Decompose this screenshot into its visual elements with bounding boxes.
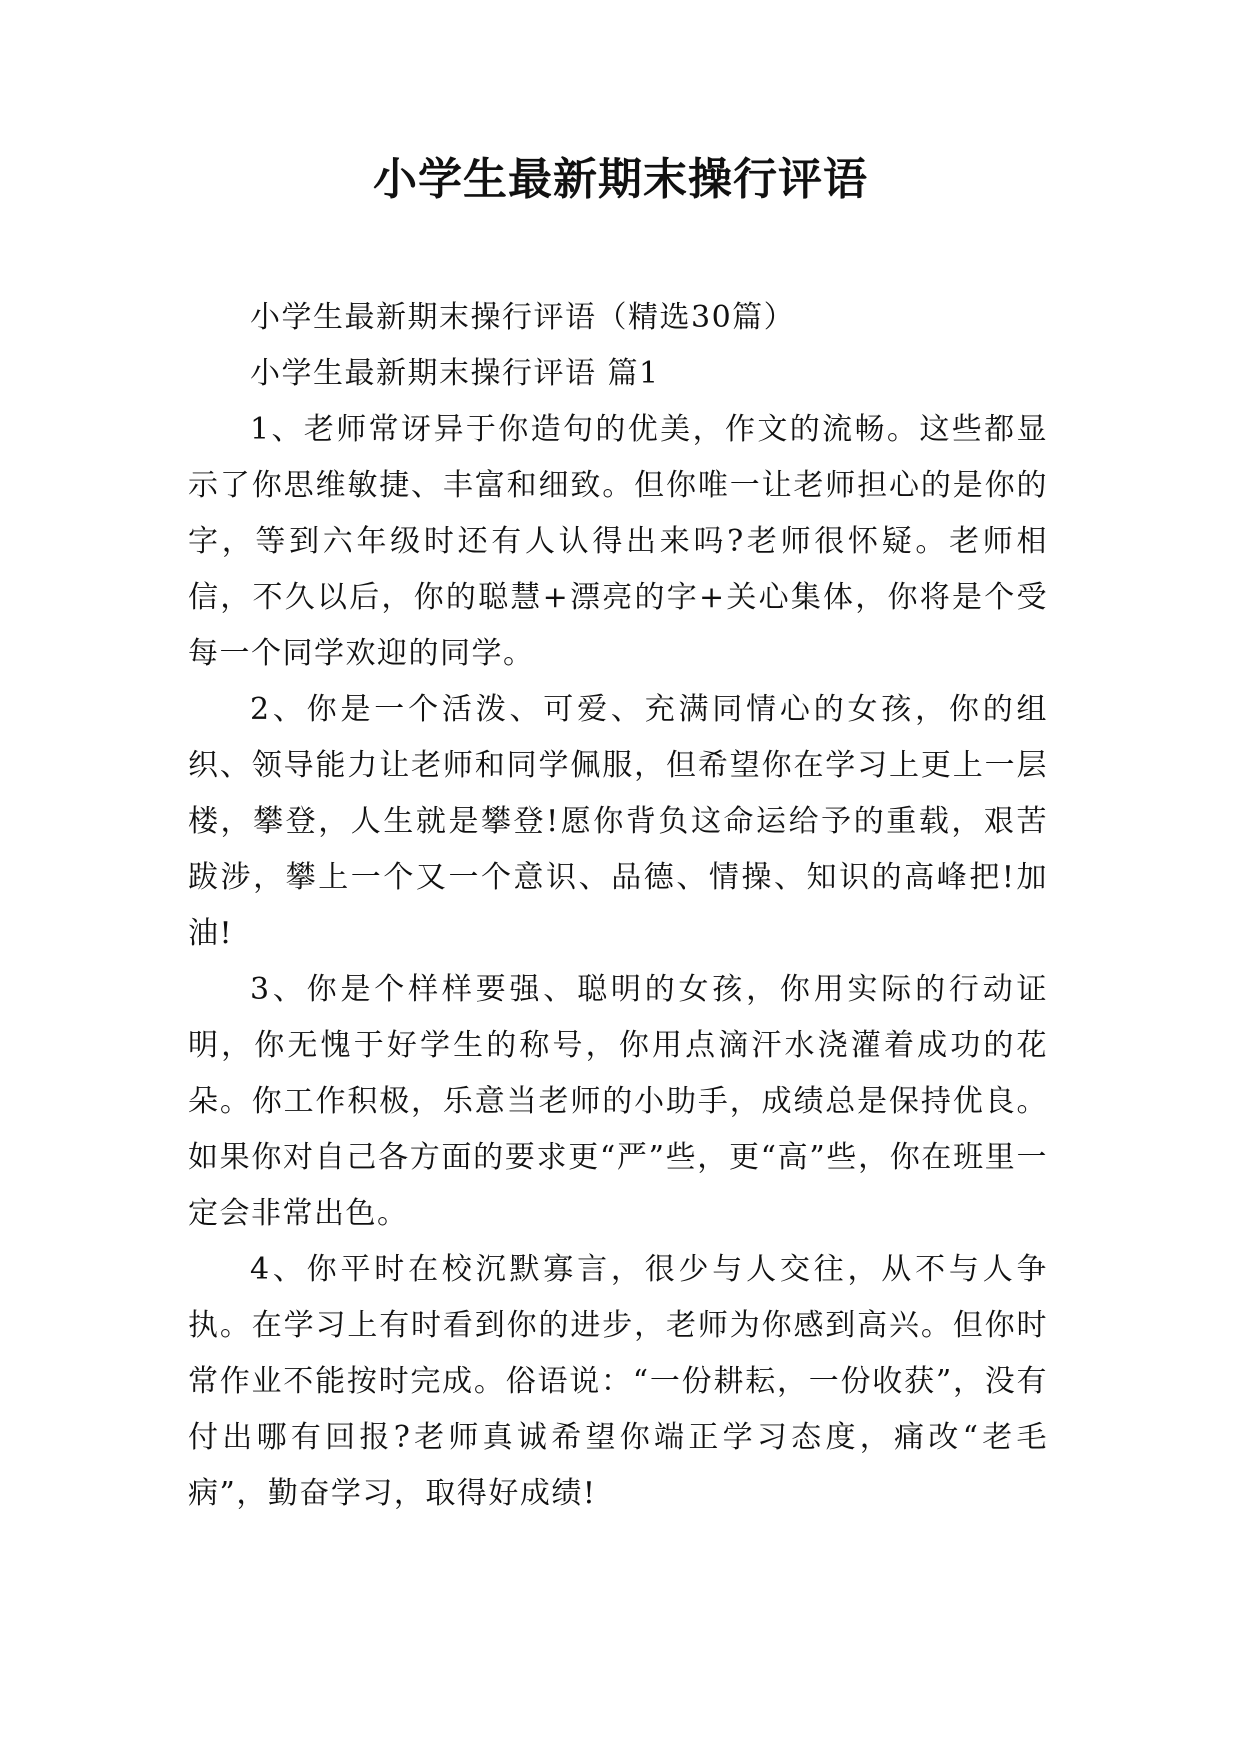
document-body	[188, 290, 1048, 1522]
comment-paragraph-4: 4、你平时在校沉默寡言，很少与人交往，从不与人争执。在学习上有时看到你的进步，老师为你感到高兴。但你时常作业不能按时完成。俗语说：“一份耕耘，一份收获”，没有付出哪有回报?老师真诚希望你端正学习态度，痛改“老毛病”，勤奋学习，取得好成绩!	[188, 1252, 1048, 1511]
comment-paragraph-1: 1、老师常讶异于你造句的优美，作文的流畅。这些都显示了你思维敏捷、丰富和细致。但你唯一让老师担心的是你的字，等到六年级时还有人认得出来吗?老师很怀疑。老师相信，不久以后，你的聪慧+漂亮的字+关心集体，你将是个受每一个同学欢迎的同学。	[188, 412, 1048, 671]
document-subtitle: 小学生最新期末操行评语（精选30篇）	[250, 300, 796, 335]
document-title: 小学生最新期末操行评语	[373, 154, 868, 205]
comment-paragraph-3: 3、你是个样样要强、聪明的女孩，你用实际的行动证明，你无愧于好学生的称号，你用点滴汗水浇灌着成功的花朵。你工作积极，乐意当老师的小助手，成绩总是保持优良。如果你对自己各方面的要求更“严”些，更“高”些，你在班里一定会非常出色。	[188, 972, 1048, 1231]
section-heading: 小学生最新期末操行评语 篇1	[250, 356, 660, 391]
comment-paragraph-2: 2、你是一个活泼、可爱、充满同情心的女孩，你的组织、领导能力让老师和同学佩服，但希望你在学习上更上一层楼，攀登，人生就是攀登!愿你背负这命运给予的重载，艰苦跋涉，攀上一个又一个意识、品德、情操、知识的高峰把!加油!	[188, 692, 1048, 951]
